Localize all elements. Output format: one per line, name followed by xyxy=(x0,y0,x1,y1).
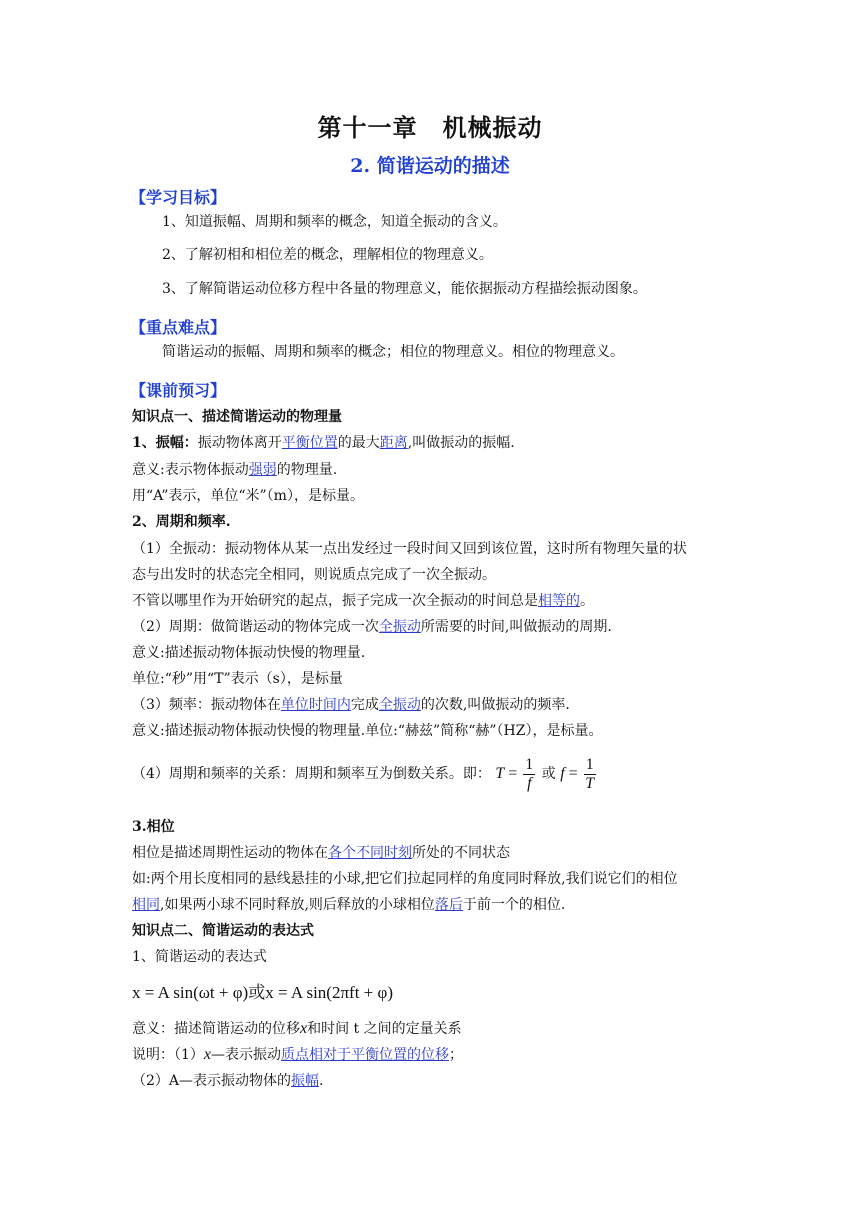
link-unit-time[interactable]: 单位时间内 xyxy=(280,697,351,713)
key-text: 简谐运动的振幅、周期和频率的概念；相位的物理意义。相位的物理意义。 xyxy=(162,344,624,360)
preview-heading: 【课前预习】 xyxy=(130,381,227,400)
text: （3）频率：振动物体在 xyxy=(132,697,281,713)
text: 意义：描述简谐运动的位移 xyxy=(132,1021,300,1037)
key-heading: 【重点难点】 xyxy=(130,318,227,337)
link-full-vibration[interactable]: 全振动 xyxy=(378,619,421,635)
var-x: x xyxy=(203,1046,212,1063)
fraction-1-over-T xyxy=(584,756,596,793)
text: 的最大 xyxy=(337,435,380,451)
phase-title: 3.相位 xyxy=(132,819,175,835)
link-behind[interactable]: 落后 xyxy=(434,897,463,913)
text: 和时间 t 之间的定量关系 xyxy=(307,1021,462,1037)
text: 相位是描述周期性运动的物体在 xyxy=(132,845,328,861)
text: 或 xyxy=(541,766,556,782)
numerator: 1 xyxy=(585,755,594,773)
kp2-title: 知识点二、简谐运动的表达式 xyxy=(132,923,314,939)
numerator: 1 xyxy=(525,755,534,773)
goals-heading: 【学习目标】 xyxy=(130,188,227,207)
text: 所需要的时间,叫做振动的周期. xyxy=(420,619,612,635)
text: 意义:表示物体振动 xyxy=(132,462,249,478)
shm-formula: x = A sin(ωt + φ)或x = A sin(2πft + φ) xyxy=(132,983,393,1002)
text: . xyxy=(319,1073,324,1089)
text: （4）周期和频率的关系：周期和频率互为倒数关系。即： xyxy=(132,766,491,782)
text: —表示振动 xyxy=(211,1047,282,1063)
link-same[interactable]: 相同 xyxy=(132,897,160,913)
period-title: 2、周期和频率. xyxy=(132,514,231,530)
amplitude-label: 1、振幅： xyxy=(132,435,198,451)
text: （2）A—表示振动物体的 xyxy=(132,1073,292,1089)
period-unit: 单位:“秒”用“T”表示（s），是标量 xyxy=(132,671,343,687)
text: 不管以哪里作为开始研究的起点，振子完成一次全振动的时间总是 xyxy=(132,593,538,609)
explanation-1 xyxy=(132,1046,463,1064)
text: （2）周期：做简谐运动的物体完成一次 xyxy=(132,619,379,635)
frequency-meaning: 意义:描述振动物体振动快慢的物理量.单位:“赫兹”简称“赫”（HZ），是标量。 xyxy=(132,723,603,739)
period-meaning: 意义:描述振动物体振动快慢的物理量. xyxy=(132,645,366,661)
phase-example-1: 如:两个用长度相同的悬线悬挂的小球,把它们拉起同样的角度同时释放,我们说它们的相位 xyxy=(132,871,678,887)
amplitude-meaning xyxy=(132,461,337,479)
amplitude-unit: 用“A”表示，单位“米”（m），是标量。 xyxy=(132,488,364,504)
amplitude-line xyxy=(132,434,515,452)
text: 。 xyxy=(580,593,594,609)
goal-item-1: 1、知道振幅、周期和频率的概念，知道全振动的含义。 xyxy=(162,214,507,230)
fraction-1-over-f xyxy=(523,756,535,793)
text: 的次数,叫做振动的频率. xyxy=(420,697,570,713)
text: 的物理量. xyxy=(276,462,338,478)
goal-item-3: 3、了解简谐运动位移方程中各量的物理意义，能依据振动方程描绘振动图象。 xyxy=(162,281,647,297)
denominator: f xyxy=(527,774,532,792)
var-x: x xyxy=(300,1020,308,1037)
expression-title: 1、简谐运动的表达式 xyxy=(132,949,267,965)
link-displacement[interactable]: 质点相对于平衡位置的位移 xyxy=(281,1047,450,1063)
text: 于前一个的相位. xyxy=(462,897,566,913)
text: ,如果两小球不同时释放,则后释放的小球相位 xyxy=(160,897,435,913)
link-equilibrium[interactable]: 平衡位置 xyxy=(281,435,338,451)
full-vibration-1: （1）全振动：振动物体从某一点出发经过一段时间又回到该位置，这时所有物理矢量的状 xyxy=(132,541,687,557)
text: 振动物体离开 xyxy=(197,435,282,451)
denominator: T xyxy=(585,774,595,792)
text: 所处的不同状态 xyxy=(412,845,510,861)
link-distance[interactable]: 距离 xyxy=(379,435,408,451)
phase-example-2 xyxy=(132,896,565,914)
frequency-def xyxy=(132,696,570,714)
chapter-title: 第十一章 机械振动 xyxy=(317,113,543,142)
var-f: f xyxy=(560,765,565,782)
period-def xyxy=(132,618,612,636)
goal-item-2: 2、了解初相和相位差的概念，理解相位的物理意义。 xyxy=(162,247,493,263)
link-different-moments[interactable]: 各个不同时刻 xyxy=(328,845,412,861)
link-equal[interactable]: 相等的 xyxy=(538,593,580,609)
full-vibration-2: 态与出发时的状态完全相同，则说质点完成了一次全振动。 xyxy=(132,567,496,583)
link-full-vibration-2[interactable]: 全振动 xyxy=(378,697,421,713)
lesson-subtitle: 2. 简谐运动的描述 xyxy=(350,155,510,177)
explanation-2 xyxy=(132,1072,323,1090)
var-T: T xyxy=(495,765,505,782)
text: ； xyxy=(449,1047,464,1063)
phase-definition xyxy=(132,844,510,862)
expression-meaning xyxy=(132,1020,462,1038)
full-vibration-3 xyxy=(132,592,594,610)
link-strength[interactable]: 强弱 xyxy=(248,462,277,478)
text: 完成 xyxy=(350,697,379,713)
period-frequency-relation: （4）周期和频率的关系：周期和频率互为倒数关系。即： T = $\frac{1}{f}$ 或 f = $\frac{1}{T}$ xyxy=(132,755,595,792)
text: 说明：（1） xyxy=(132,1047,204,1063)
text: ,叫做振动的振幅. xyxy=(407,435,515,451)
kp1-title: 知识点一、描述简谐运动的物理量 xyxy=(132,409,342,425)
link-amplitude[interactable]: 振幅 xyxy=(291,1073,320,1089)
